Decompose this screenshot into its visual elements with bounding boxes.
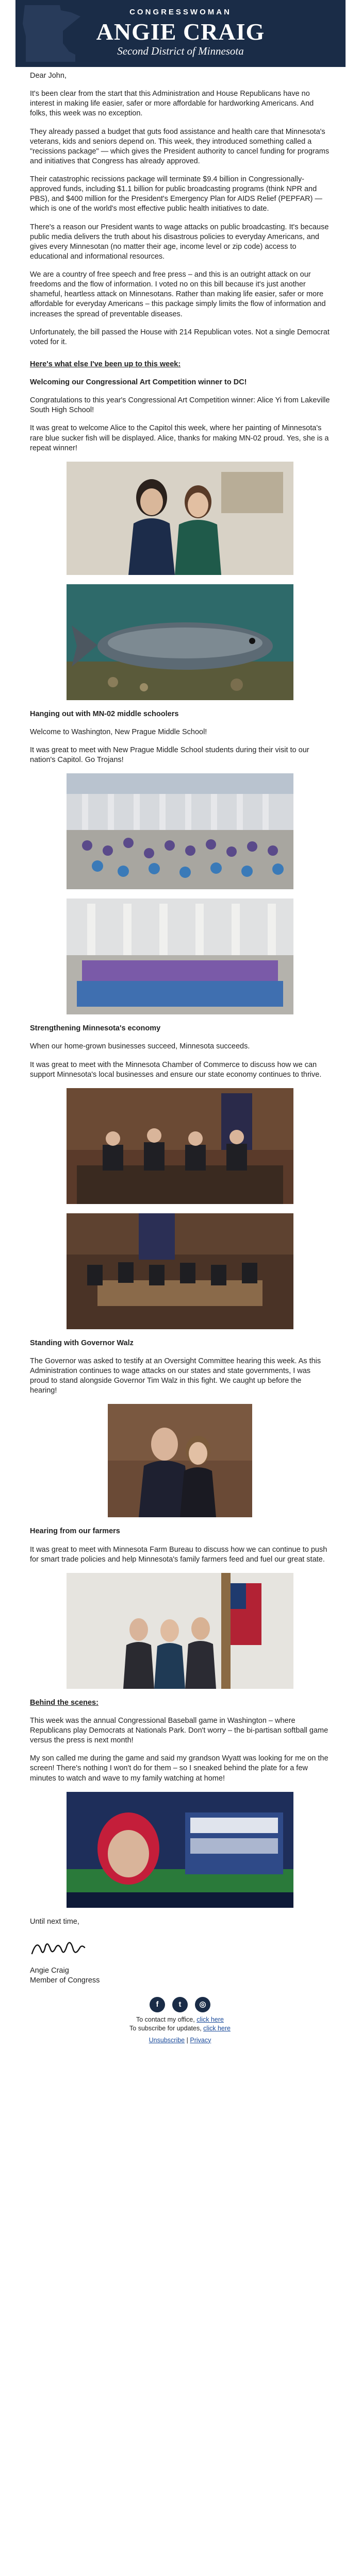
section-paragraph: The Governor was asked to testify at an Oversight Committee hearing this week. As this Administration continues to wage attacks on our states and state governments, I was proud to stand alongside Governor Tim Walz in this fight. We caught up before the hearing! — [30, 1357, 321, 1395]
up-to-heading: Here's what else I've been up to this week: — [30, 360, 181, 368]
section-paragraph: It was great to meet with New Prague Middle School students during their visit to our nation's Capitol. Go Trojans! — [30, 746, 309, 765]
header-district: Second District of Minnesota — [117, 45, 244, 57]
social-icons — [30, 1997, 330, 2012]
contact-link[interactable]: click here — [196, 2016, 224, 2024]
legal-separator: | — [186, 2036, 188, 2044]
photo-chamber-meeting-1 — [67, 1088, 293, 1204]
photo-baseball-broadcast — [67, 1792, 293, 1908]
twitter-icon[interactable]: t — [172, 1997, 188, 2012]
subscribe-link[interactable]: click here — [203, 2025, 231, 2032]
section-paragraph: Welcome to Washington, New Prague Middle School! — [30, 727, 207, 736]
intro-paragraph: There's a reason our President wants to wage attacks on public broadcasting. It's because public media delivers the truth about his disastrous policies to everyday Americans, and gives every Minnesotan (no matter their age, income level or zip code) access to educational and informational resources. — [30, 223, 329, 261]
footer — [30, 1997, 330, 2045]
section-title-behind-scenes: Behind the scenes: — [30, 1698, 99, 1707]
contact-line — [30, 2015, 330, 2024]
photo-art-winner — [67, 462, 293, 575]
section-title-farmers: Hearing from our farmers — [30, 1527, 120, 1536]
greeting: Dear John, — [30, 72, 67, 80]
photo-governor-walz — [108, 1404, 252, 1517]
photo-farm-bureau — [67, 1573, 293, 1689]
header-name: ANGIE CRAIG — [96, 19, 265, 45]
newsletter-body — [30, 71, 330, 2045]
photo-students-group — [67, 899, 293, 1014]
intro-paragraph: It's been clear from the start that this Administration and House Republicans have no interest in making life easier, safer or more affordable for hardworking Americans. And folks, this week was no exception. — [30, 90, 314, 118]
intro-paragraph: They already passed a budget that guts food assistance and health care that Minnesota's veterans, kids and seniors depend on. This week, they introduced something called a "recissions package" — which gives the President authority to cancel funding for programs and initiatives that Congress has already approved. — [30, 127, 330, 165]
photo-chamber-meeting-2 — [67, 1213, 293, 1329]
section-title-walz: Standing with Governor Walz — [30, 1338, 134, 1347]
facebook-icon[interactable]: f — [150, 1997, 165, 2012]
subscribe-line — [30, 2024, 330, 2033]
section-paragraph: This week was the annual Congressional Baseball game in Washington – where Republicans play Democrats at Nationals Park. Don't worry – the bi-partisan softball game versus the press is next month! — [30, 1716, 329, 1745]
subscribe-prefix: To subscribe for updates, — [129, 2025, 202, 2032]
intro-paragraph: We are a country of free speech and free press – and this is an outright attack on our freedoms and the flow of information. I voted no on this bill because it's just another shameful, heartless attack on Minnesotans. Rather than making life easier, safer or more affordable for everyday Americans – this package simply limits the flow of information and increases the spread of preventable diseases. — [30, 270, 326, 318]
closing-title: Member of Congress — [30, 1976, 100, 1985]
section-paragraph: It was great to meet with Minnesota Farm Bureau to discuss how we can continue to push for smart trade policies and help Minnesota's family farmers feed and fuel our great state. — [30, 1545, 327, 1564]
section-title-middle-schoolers: Hanging out with MN-02 middle schoolers — [30, 709, 179, 718]
header-kicker: CONGRESSWOMAN — [129, 8, 232, 16]
photo-blue-sucker-painting — [67, 584, 293, 700]
header-banner — [15, 0, 346, 67]
closing-name: Angie Craig — [30, 1966, 69, 1975]
photo-students-capitol-steps — [67, 773, 293, 889]
intro-paragraph: Their catastrophic recissions package will terminate $9.4 billion in Congressionally-approved funds, including $1.1 billion for public broadcasting programs (think NPR and PBS), and $400 million for the President's Emergency Plan for AIDS Relief (PEPFAR) — which is one of the world's most effective public health initiatives to date. — [30, 175, 322, 213]
signature — [30, 1935, 330, 1963]
closing-signoff: Until next time, — [30, 1917, 79, 1926]
section-title-art: Welcoming our Congressional Art Competition winner to DC! — [30, 378, 247, 386]
legal-line — [30, 2036, 330, 2045]
section-paragraph: It was great to meet with the Minnesota Chamber of Commerce to discuss how we can support Minnesota's local businesses and ensure our state economy continues to thrive. — [30, 1060, 322, 1079]
instagram-icon[interactable]: ◎ — [195, 1997, 210, 2012]
section-title-economy: Strengthening Minnesota's economy — [30, 1024, 161, 1033]
signature-image — [30, 1935, 87, 1960]
section-paragraph: Congratulations to this year's Congressional Art Competition winner: Alice Yi from Lakeville South High School! — [30, 396, 330, 415]
section-paragraph: When our home-grown businesses succeed, Minnesota succeeds. — [30, 1042, 250, 1051]
section-paragraph: My son called me during the game and said my grandson Wyatt was looking for me on the screen! There's nothing I won't do for them – so I sneaked behind the plate for a few minutes to watch and wave to my family watching at home! — [30, 1754, 329, 1783]
privacy-link[interactable]: Privacy — [190, 2036, 211, 2044]
unsubscribe-link[interactable]: Unsubscribe — [149, 2036, 185, 2044]
section-paragraph: It was great to welcome Alice to the Capitol this week, where her painting of Minnesota's rare blue sucker fish will be displayed. Alice, thanks for making MN-02 proud. Yes, she is a repeat winner! — [30, 424, 329, 452]
contact-prefix: To contact my office, — [136, 2016, 195, 2024]
intro-paragraph: Unfortunately, the bill passed the House with 214 Republican votes. Not a single Democrat voted for it. — [30, 328, 330, 346]
